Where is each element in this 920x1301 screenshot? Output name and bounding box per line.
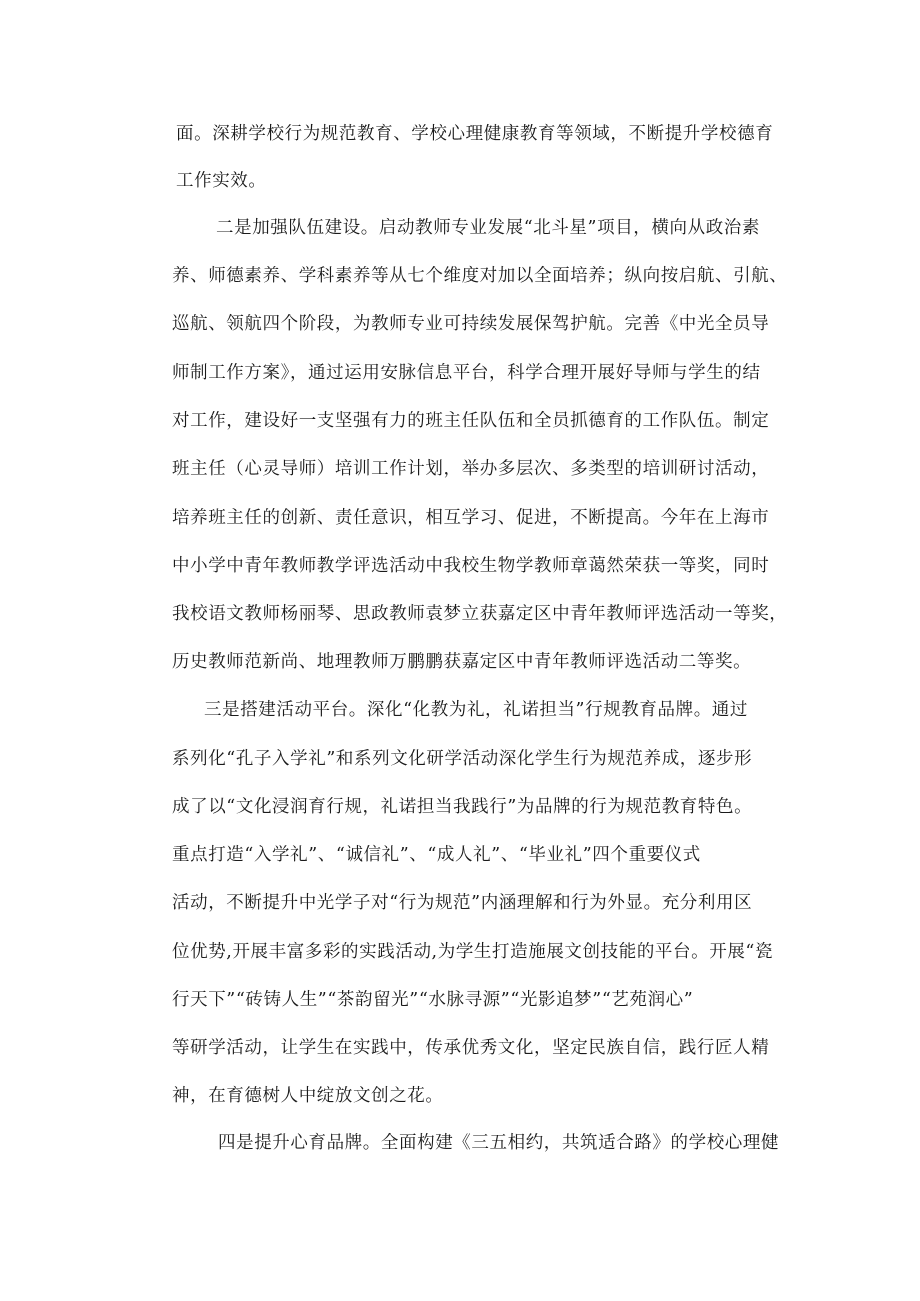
paragraph-3-first-line: 三是搭建活动平台。深化“化教为礼，礼诺担当”行规教育品牌。通过 xyxy=(204,700,748,720)
text-line: 培养班主任的创新、责任意识，相互学习、促进，不断提高。今年在上海市 xyxy=(172,508,770,528)
text-line: 对工作，建设好一支坚强有力的班主任队伍和全员抓德育的工作队伍。制定 xyxy=(172,411,770,431)
text-line: 系列化“孔子入学礼”和系列文化研学活动深化学生行为规范养成，逐步形 xyxy=(172,749,753,769)
text-line: 历史教师范新尚、地理教师万鹏鹏获嘉定区中青年教师评选活动二等奖。 xyxy=(172,652,752,672)
text-line: 工作实效。 xyxy=(176,171,267,191)
text-line: 面。深耕学校行为规范教育、学校心理健康教育等领域，不断提升学校德育 xyxy=(176,124,774,144)
text-line: 等研学活动，让学生在实践中，传承优秀文化，坚定民族自信，践行匠人精 xyxy=(172,1038,770,1058)
paragraph-4-first-line: 四是提升心育品牌。全面构建《三五相约，共筑适合路》的学校心理健 xyxy=(218,1133,780,1153)
text-line: 我校语文教师杨丽琴、思政教师袁梦立获嘉定区中青年教师评选活动一等奖， xyxy=(172,604,788,624)
text-line: 师制工作方案》，通过运用安脉信息平台，科学合理开展好导师与学生的结 xyxy=(172,363,761,383)
text-line: 神，在育德树人中绽放文创之花。 xyxy=(172,1086,444,1106)
text-line: 养、师德素养、学科素养等从七个维度对加以全面培养；纵向按启航、引航、 xyxy=(172,266,788,286)
text-line: 班主任（心灵导师）培训工作计划，举办多层次、多类型的培训研讨活动， xyxy=(172,459,770,479)
text-line: 中小学中青年教师教学评选活动中我校生物学教师章蔼然荣获一等奖，同时 xyxy=(172,556,770,576)
text-line: 成了以“文化浸润育行规，礼诺担当我践行”为品牌的行为规范教育特色。 xyxy=(172,797,753,817)
text-line: 行天下”“砖铸人生”“茶韵留光”“水脉寻源”“光影追梦”“艺苑润心” xyxy=(172,990,694,1010)
paragraph-2-first-line: 二是加强队伍建设。启动教师专业发展“北斗星”项目，横向从政治素 xyxy=(216,218,760,238)
text-line: 巡航、领航四个阶段，为教师专业可持续发展保驾护航。完善《中光全员导 xyxy=(172,314,770,334)
text-line: 位优势,开展丰富多彩的实践活动,为学生打造施展文创技能的平台。开展“瓷 xyxy=(172,942,774,962)
text-line: 活动，不断提升中光学子对“行为规范”内涵理解和行为外显。充分利用区 xyxy=(172,893,753,913)
text-line: 重点打造“入学礼”、“诚信礼”、“成人礼”、“毕业礼”四个重要仪式 xyxy=(172,845,701,865)
